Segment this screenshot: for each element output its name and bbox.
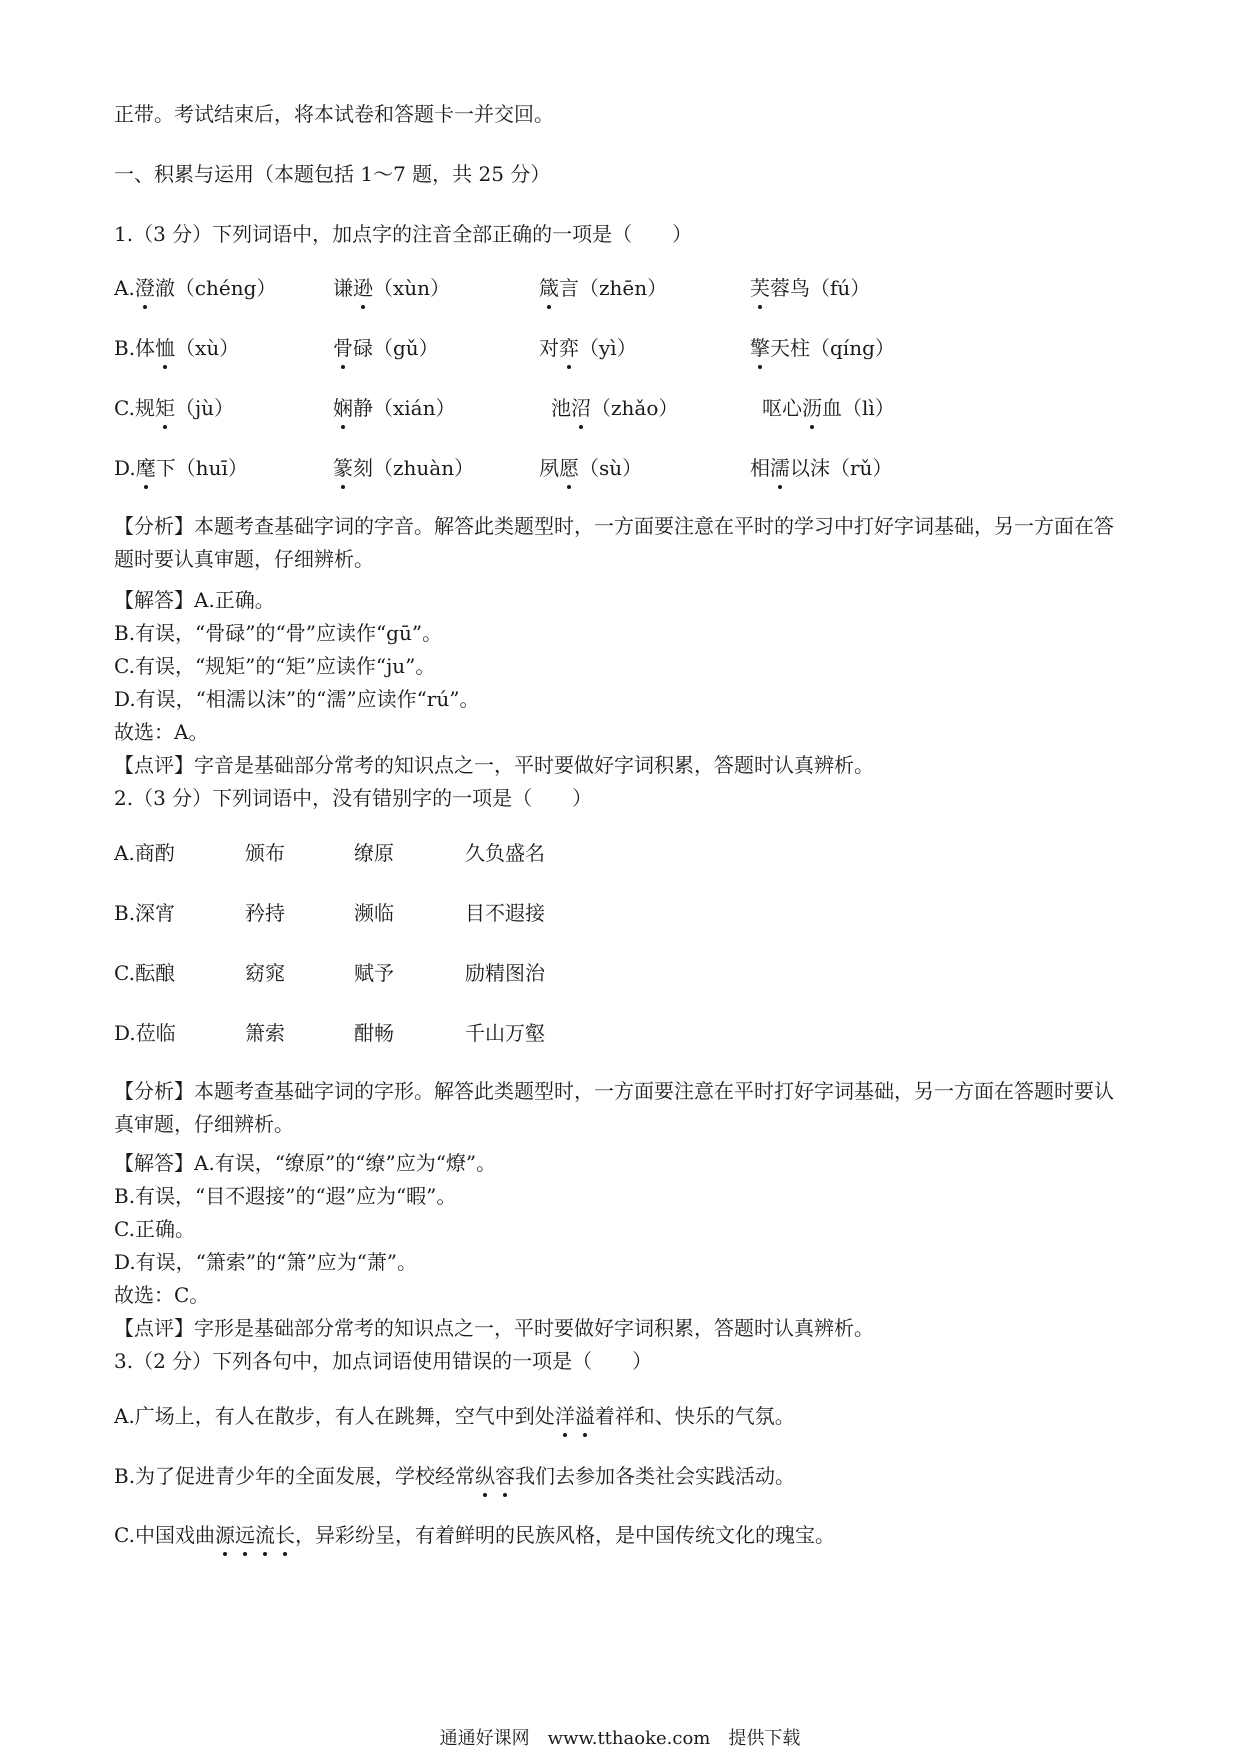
q3-option-b	[114, 1461, 795, 1491]
q1-answer-line: C.有误，“规矩”的“矩”应读作“ju”。	[114, 654, 436, 678]
dotted-character: 篆	[333, 453, 353, 483]
q2-answer-line: D.有误，“箫索”的“箫”应为“萧”。	[114, 1250, 418, 1274]
q1-option-cell	[750, 333, 895, 363]
dotted-character: 洋	[555, 1401, 575, 1431]
dotted-character: 娴	[333, 393, 353, 423]
q1-option-cell	[333, 393, 455, 423]
q1-option-cell	[750, 273, 870, 303]
q1-analysis	[114, 510, 1124, 576]
dotted-character: 远	[235, 1520, 255, 1550]
option-text: 天柱（qíng）	[770, 336, 895, 360]
q2-option-word: D.莅临	[114, 1021, 176, 1045]
q3-option-a	[114, 1401, 795, 1431]
dotted-character: 芙	[750, 273, 770, 303]
option-text: B.为了促进青少年的全面发展，学校经常	[114, 1464, 476, 1488]
q2-answer-label: 【解答】	[114, 1151, 194, 1175]
q1-answer-first: A.正确。	[194, 588, 275, 612]
dotted-character: 愿	[559, 453, 579, 483]
q2-analysis	[114, 1075, 1124, 1141]
q2-answer-line: B.有误，“目不遐接”的“遐”应为“暇”。	[114, 1184, 457, 1208]
q1-option-cell	[114, 273, 276, 303]
dotted-word	[475, 1464, 515, 1488]
q2-analysis-text: 本题考查基础字词的字形。解答此类题型时，一方面要注意在平时打好字词基础，另一方面在答题时要认真审题，仔细辨析。	[114, 1079, 1114, 1136]
q2-option-word: 励精图治	[465, 961, 545, 985]
option-text: A.广场上，有人在散步，有人在跳舞，空气中到处	[114, 1404, 555, 1428]
dotted-character: 擎	[750, 333, 770, 363]
q2-answer-first: A.有误，“缭原”的“缭”应为“燎”。	[194, 1151, 497, 1175]
q1-option-cell	[114, 393, 234, 423]
dotted-character: 溢	[575, 1401, 595, 1431]
dotted-character: 恤	[155, 333, 175, 363]
dotted-character: 流	[255, 1520, 275, 1550]
dotted-character: 弈	[559, 333, 579, 363]
option-text: 池	[551, 396, 571, 420]
q1-answer	[114, 585, 275, 615]
option-text: （jù）	[174, 396, 235, 420]
option-text: （yì）	[579, 336, 637, 360]
q1-analysis-text: 本题考查基础字词的字音。解答此类题型时，一方面要注意在平时的学习中打好字词基础，另一方面在答题时要认真审题，仔细辨析。	[114, 514, 1114, 571]
page-footer: 通通好课网 www.tthaoke.com 提供下载	[439, 1728, 801, 1749]
q1-option-cell	[114, 453, 248, 483]
q1-option-cell	[539, 453, 642, 483]
q1-option-cell	[539, 333, 637, 363]
q1-answer-label: 【解答】	[114, 588, 194, 612]
q1-answer-line: 故选：A。	[114, 720, 209, 744]
option-text: 对	[539, 336, 559, 360]
q2-analysis-label: 【分析】	[114, 1079, 194, 1103]
q2-option-word: 窈窕	[245, 961, 285, 985]
option-text: （xù）	[175, 336, 240, 360]
q2-answer-line: 故选：C。	[114, 1283, 210, 1307]
q2-option-word: B.深宵	[114, 901, 176, 925]
option-text: 蓉鸟（fú）	[770, 276, 871, 300]
option-text: （xùn）	[373, 276, 451, 300]
option-text: 刻（zhuàn）	[353, 456, 475, 480]
option-text: 谦	[333, 276, 353, 300]
dotted-word	[215, 1523, 295, 1547]
q2-option-word: 久负盛名	[465, 841, 545, 865]
intro-text: 正带。考试结束后，将本试卷和答题卡一并交回。	[114, 102, 554, 126]
q1-option-cell	[551, 393, 678, 423]
q2-option-word: C.酝酿	[114, 961, 175, 985]
option-text: 静（xián）	[353, 396, 456, 420]
q1-answer-line: B.有误，“骨碌”的“骨”应读作“gū”。	[114, 621, 443, 645]
q2-option-word: A.商酌	[114, 841, 175, 865]
dotted-character: 麾	[136, 453, 156, 483]
q1-option-cell	[762, 393, 895, 423]
q2-option-word: 矜持	[245, 901, 285, 925]
q2-option-word: 赋予	[354, 961, 394, 985]
q2-option-word: 千山万壑	[465, 1021, 545, 1045]
q1-option-cell	[333, 273, 450, 303]
q2-comment	[114, 1313, 874, 1343]
dotted-character: 箴	[539, 273, 559, 303]
option-text: 言（zhēn）	[559, 276, 668, 300]
q2-answer-line: C.正确。	[114, 1217, 195, 1241]
option-text: 夙	[539, 456, 559, 480]
dotted-character: 长	[275, 1520, 295, 1550]
q1-option-cell	[114, 333, 239, 363]
option-text: C.中国戏曲	[114, 1523, 215, 1547]
option-text: 我们去参加各类社会实践活动。	[515, 1464, 796, 1488]
q2-comment-text: 字形是基础部分常考的知识点之一，平时要做好字词积累，答题时认真辨析。	[194, 1316, 874, 1340]
dotted-character: 纵	[475, 1461, 495, 1491]
q1-option-cell	[333, 453, 474, 483]
q2-option-word: 颁布	[245, 841, 285, 865]
option-text: ，异彩纷呈，有着鲜明的民族风格，是中国传统文化的瑰宝。	[294, 1523, 835, 1547]
q1-comment	[114, 750, 874, 780]
dotted-character: 矩	[155, 393, 175, 423]
option-text: 血（lì）	[822, 396, 895, 420]
q1-comment-text: 字音是基础部分常考的知识点之一，平时要做好字词积累，答题时认真辨析。	[194, 753, 874, 777]
q1-stem: 1.（3 分）下列词语中，加点字的注音全部正确的一项是（ ）	[114, 222, 693, 246]
option-text: （sù）	[579, 456, 643, 480]
q1-option-cell	[750, 453, 892, 483]
option-text: 着祥和、快乐的气氛。	[594, 1404, 795, 1428]
dotted-character: 逊	[353, 273, 373, 303]
q1-analysis-label: 【分析】	[114, 514, 194, 538]
option-text: C.规	[114, 396, 155, 420]
option-text: A.	[114, 276, 135, 300]
option-text: 呕心	[762, 396, 802, 420]
option-text: 相	[750, 456, 770, 480]
q3-stem: 3.（2 分）下列各句中，加点词语使用错误的一项是（ ）	[114, 1349, 653, 1373]
q2-answer	[114, 1148, 496, 1178]
q3-option-c	[114, 1520, 835, 1550]
option-text: 澈（chéng）	[154, 276, 277, 300]
q2-option-word: 濒临	[354, 901, 394, 925]
option-text: （zhǎo）	[591, 396, 679, 420]
option-text: B.体	[114, 336, 156, 360]
q1-answer-line: D.有误，“相濡以沫”的“濡”应读作“rú”。	[114, 687, 480, 711]
option-text: 下（huī）	[155, 456, 248, 480]
option-text: D.	[114, 456, 136, 480]
q2-stem: 2.（3 分）下列词语中，没有错别字的一项是（ ）	[114, 786, 593, 810]
dotted-character: 源	[215, 1520, 235, 1550]
dotted-character: 濡	[770, 453, 790, 483]
q2-option-word: 目不遐接	[465, 901, 545, 925]
q2-option-word: 箫索	[245, 1021, 285, 1045]
q1-comment-label: 【点评】	[114, 753, 194, 777]
dotted-character: 沥	[802, 393, 822, 423]
dotted-word	[555, 1404, 595, 1428]
q1-option-cell	[539, 273, 667, 303]
section-heading: 一、积累与运用（本题包括 1～7 题，共 25 分）	[114, 162, 551, 186]
dotted-character: 澄	[135, 273, 155, 303]
q1-option-cell	[333, 333, 439, 363]
option-text: 碌（gǔ）	[353, 336, 439, 360]
q2-option-word: 酣畅	[354, 1021, 394, 1045]
q2-option-word: 缭原	[354, 841, 394, 865]
dotted-character: 容	[495, 1461, 515, 1491]
dotted-character: 骨	[333, 333, 353, 363]
dotted-character: 沼	[571, 393, 591, 423]
q2-comment-label: 【点评】	[114, 1316, 194, 1340]
option-text: 以沫（rǔ）	[790, 456, 893, 480]
